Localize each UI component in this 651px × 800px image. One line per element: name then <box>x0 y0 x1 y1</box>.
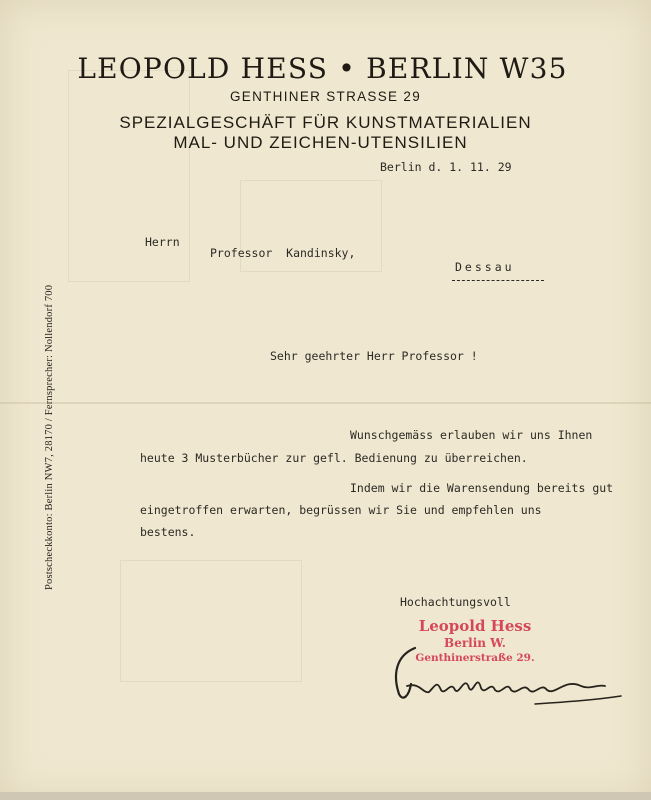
handwritten-signature <box>385 636 635 716</box>
stamp-line-3: Genthinerstraße 29. <box>415 652 535 664</box>
stamp-line-2: Berlin W. <box>444 636 506 650</box>
salutation: Sehr geehrter Herr Professor ! <box>270 349 478 363</box>
letter-date: Berlin d. 1. 11. 29 <box>380 160 512 174</box>
letterhead-business-line-2: MAL- UND ZEICHEN-UTENSILIEN <box>173 133 468 152</box>
closing-phrase: Hochachtungsvoll <box>400 595 511 609</box>
letterhead-street: GENTHINER STRASSE 29 <box>229 89 422 104</box>
bleed-through-mark <box>120 560 302 682</box>
sidebar-bank-phone-info: Postscheckkonto: Berlin NW7, 28170 / Fernsprecher: Nollendorf 700 <box>44 284 55 590</box>
scan-bottom-edge <box>0 792 651 800</box>
body-line: Indem wir die Warensendung bereits gut <box>350 481 614 495</box>
recipient-name: Professor Kandinsky, <box>210 246 356 260</box>
body-line: Wunschgemäss erlauben wir uns Ihnen <box>350 428 593 442</box>
recipient-city: Dessau <box>455 260 515 274</box>
body-line: heute 3 Musterbücher zur gefl. Bedienung zu überreichen. <box>140 451 528 465</box>
stamp-line-1: Leopold Hess <box>418 617 532 635</box>
city-underline <box>452 280 544 281</box>
body-line: eingetroffen erwarten, begrüssen wir Sie und empfehlen uns <box>140 503 542 517</box>
body-line: bestens. <box>140 525 196 539</box>
letterhead-firm-name: LEOPOLD HESS • BERLIN W35 <box>77 52 568 85</box>
paper-fold-line <box>0 402 651 404</box>
recipient-prefix: Herrn <box>145 235 180 249</box>
letterhead-business-line-1: SPEZIALGESCHÄFT FÜR KUNSTMATERIALIEN <box>119 113 532 132</box>
